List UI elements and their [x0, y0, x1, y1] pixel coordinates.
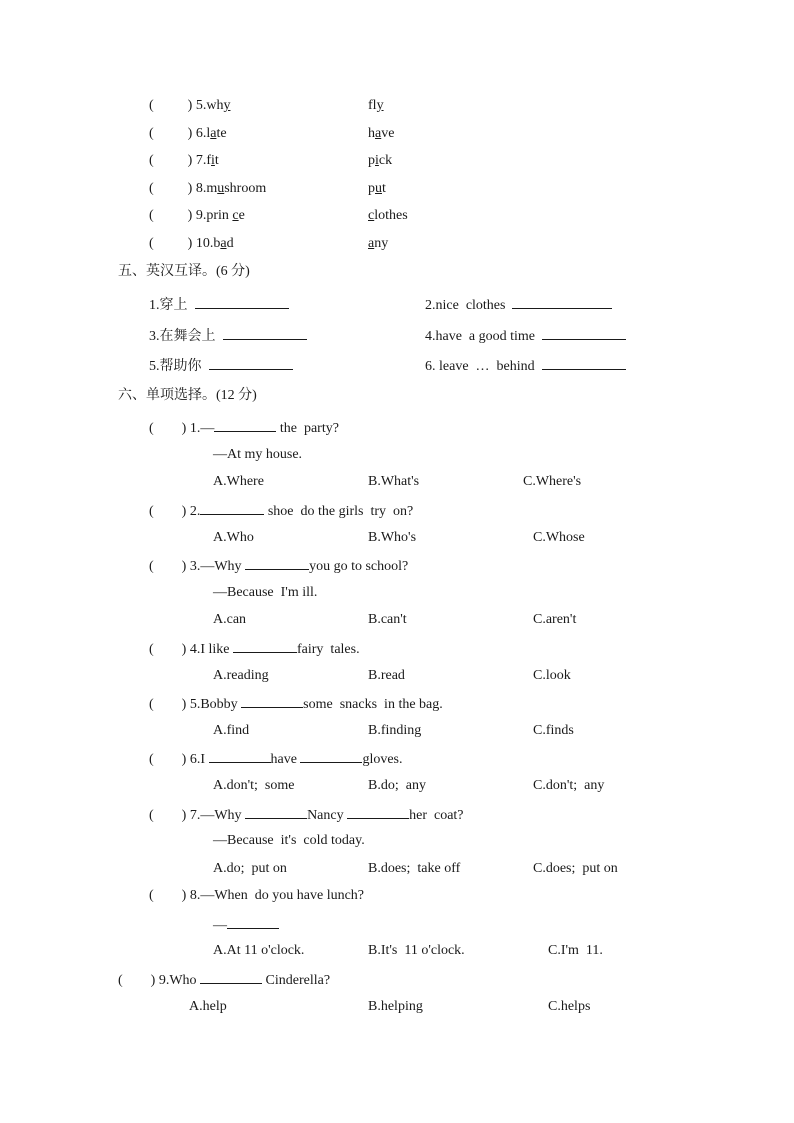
q9-option-a: A.help	[189, 999, 227, 1014]
q7-option-a: A.do; put on	[213, 861, 287, 876]
q2-option-c: C.Whose	[533, 530, 585, 545]
q2-option-a: A.Who	[213, 530, 254, 545]
q7-option-b: B.does; take off	[368, 861, 461, 876]
q1-option-c: C.Where's	[523, 474, 582, 489]
q8-option-b: B.It's 11 o'clock.	[368, 943, 465, 958]
q8-reply: —	[213, 915, 279, 935]
q8-option-c: C.I'm 11.	[548, 943, 603, 958]
q3-reply: —Because I'm ill.	[213, 585, 318, 600]
q3-option-a: A.can	[213, 612, 247, 627]
q2-option-b: B.Who's	[368, 530, 417, 545]
section6-title: 六、单项选择。(12 分)	[118, 388, 257, 403]
q1-option-a: A.Where	[213, 474, 264, 489]
phonics-row-10: ( ) 10.bad	[149, 236, 234, 251]
phonics-row-6: ( ) 6.late	[149, 126, 227, 141]
translation-item-1: 1.穿上	[149, 295, 289, 315]
question-4: ( ) 4.I like fairy tales.	[149, 639, 360, 659]
question-9: ( ) 9.Who Cinderella?	[118, 970, 330, 990]
phonics-row-9: ( ) 9.prin ce	[149, 208, 245, 223]
question-5: ( ) 5.Bobby some snacks in the bag.	[149, 694, 443, 714]
q8-option-a: A.At 11 o'clock.	[213, 943, 305, 958]
q9-option-b: B.helping	[368, 999, 423, 1014]
phonics-compare-word-10: any	[368, 236, 389, 251]
q7-option-c: C.does; put on	[533, 861, 618, 876]
question-8: ( ) 8.—When do you have lunch?	[149, 888, 365, 903]
q7-reply: —Because it's cold today.	[213, 833, 365, 848]
q3-option-c: C.aren't	[533, 612, 577, 627]
phonics-compare-word-8: put	[368, 181, 386, 196]
q3-option-b: B.can't	[368, 612, 407, 627]
translation-item-2: 2.nice clothes	[425, 295, 612, 315]
section5-title: 五、英汉互译。(6 分)	[118, 264, 250, 279]
question-1: ( ) 1.— the party?	[149, 418, 339, 438]
q1-option-b: B.What's	[368, 474, 420, 489]
q6-option-c: C.don't; any	[533, 778, 605, 793]
q6-option-b: B.do; any	[368, 778, 426, 793]
question-3: ( ) 3.—Why you go to school?	[149, 556, 408, 576]
translation-item-4: 4.have a good time	[425, 326, 626, 346]
translation-item-5: 5.帮助你	[149, 356, 293, 376]
q1-reply: —At my house.	[213, 447, 303, 462]
q6-option-a: A.don't; some	[213, 778, 295, 793]
phonics-compare-word-7: pick	[368, 153, 393, 168]
question-7: ( ) 7.—Why Nancy her coat?	[149, 805, 464, 825]
phonics-compare-word-5: fly	[368, 98, 384, 113]
phonics-row-5: ( ) 5.why	[149, 98, 231, 113]
q4-option-b: B.read	[368, 668, 405, 683]
q5-option-c: C.finds	[533, 723, 574, 738]
question-6: ( ) 6.I have gloves.	[149, 749, 403, 769]
phonics-row-7: ( ) 7.fit	[149, 153, 219, 168]
q5-option-a: A.find	[213, 723, 250, 738]
phonics-row-8: ( ) 8.mushroom	[149, 181, 267, 196]
translation-item-6: 6. leave … behind	[425, 356, 626, 376]
q5-option-b: B.finding	[368, 723, 422, 738]
q4-option-a: A.reading	[213, 668, 269, 683]
q9-option-c: C.helps	[548, 999, 591, 1014]
translation-item-3: 3.在舞会上	[149, 326, 307, 346]
question-2: ( ) 2. shoe do the girls try on?	[149, 501, 413, 521]
phonics-compare-word-9: clothes	[368, 208, 408, 223]
phonics-compare-word-6: have	[368, 126, 395, 141]
q4-option-c: C.look	[533, 668, 571, 683]
